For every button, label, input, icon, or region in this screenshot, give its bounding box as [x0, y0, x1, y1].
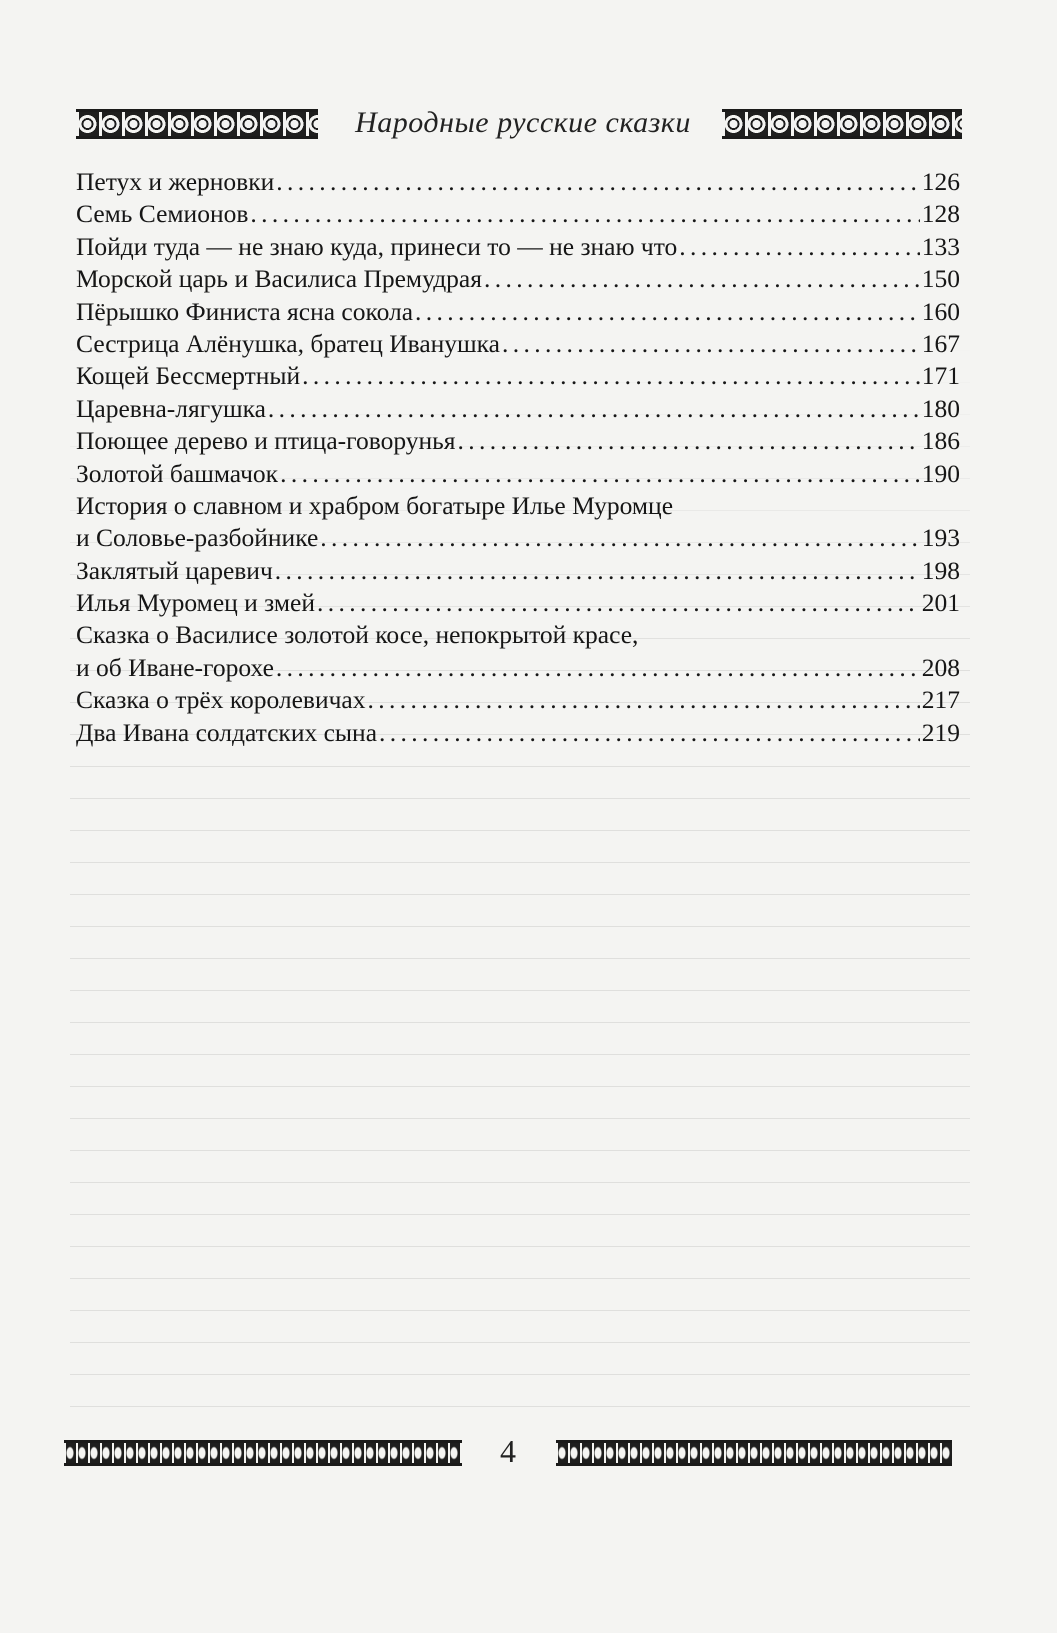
toc-entry-title: Морской царь и Василиса Премудрая: [76, 264, 482, 294]
footer-ornament-left: [64, 1440, 462, 1466]
toc-leader-dots: [317, 587, 920, 619]
toc-leader-dots: [280, 458, 920, 490]
toc-entry-page: 160: [921, 296, 960, 326]
toc-entry: [76, 263, 960, 295]
toc-entry: [76, 393, 960, 425]
toc-entry-page: 198: [921, 555, 960, 585]
toc-entry-page: 171: [921, 361, 960, 391]
toc-entry: [76, 198, 960, 230]
toc-entry-title: Петух и жерновки: [76, 167, 275, 196]
toc-entry-page: 126: [921, 167, 960, 196]
toc-leader-dots: [458, 425, 920, 457]
toc-entry-page: 219: [921, 717, 960, 747]
header-ornament-left: [76, 109, 318, 139]
toc-entry-page: 150: [921, 264, 960, 294]
toc-entry-title-line1: Сказка о Василисе золотой косе, непокрытой красе,: [76, 620, 639, 650]
toc-entry: [76, 522, 960, 554]
toc-entry: [76, 360, 960, 392]
toc-entry: [76, 587, 960, 619]
toc-leader-dots: [502, 328, 920, 360]
toc-entry-page: 193: [921, 523, 960, 553]
toc-leader-dots: [415, 296, 920, 328]
toc-leader-dots: [275, 555, 920, 587]
toc-entry: [76, 652, 960, 684]
running-header: Народные русские сказки: [355, 106, 691, 139]
toc-entry: [76, 296, 960, 328]
toc-entry-title: Пойди туда — не знаю куда, принеси то — не знаю что: [76, 231, 678, 261]
toc-leader-dots: [379, 717, 920, 749]
toc-entry-title: Сказка о трёх королевичах: [76, 685, 366, 715]
toc-leader-dots: [368, 684, 920, 716]
toc-leader-dots: [679, 231, 919, 263]
toc-entry-title: Царевна-лягушка: [76, 393, 266, 423]
toc-entry-title: Семь Семионов: [76, 199, 249, 229]
toc-entry: [76, 717, 960, 749]
toc-leader-dots: [276, 652, 920, 684]
toc-entry-page: 186: [921, 426, 960, 456]
table-of-contents: [76, 166, 960, 749]
toc-entry-page: 190: [921, 458, 960, 488]
toc-entry: [76, 555, 960, 587]
toc-entry-page: 208: [921, 652, 960, 682]
toc-entry-page: 201: [921, 588, 960, 618]
toc-leader-dots: [484, 263, 920, 295]
toc-entry-page: 217: [921, 685, 960, 715]
toc-entry-title: Сестрица Алёнушка, братец Иванушка: [76, 328, 500, 358]
toc-leader-dots: [276, 166, 919, 198]
toc-entry-title: и Соловье-разбойнике: [76, 523, 319, 553]
toc-entry-title: Пёрышко Финиста ясна сокола: [76, 296, 414, 326]
toc-entry-title: и об Иване-горохе: [76, 652, 274, 682]
toc-leader-dots: [268, 393, 920, 425]
toc-entry-title: Илья Муромец и змей: [76, 588, 315, 618]
toc-leader-dots: [302, 360, 920, 392]
toc-entry-title-line1: История о славном и храбром богатыре Илье Муромце: [76, 490, 674, 520]
toc-entry: [76, 231, 960, 263]
toc-entry-page: 180: [921, 393, 960, 423]
toc-entry-title: Заклятый царевич: [76, 555, 273, 585]
toc-entry: [76, 166, 960, 198]
toc-entry: [76, 684, 960, 716]
header-ornament-right: [722, 109, 962, 139]
toc-entry-page: 133: [921, 231, 960, 261]
toc-leader-dots: [320, 522, 919, 554]
toc-entry-title: Поющее дерево и птица-говорунья: [76, 426, 456, 456]
toc-entry: [76, 328, 960, 360]
toc-entry-page: 128: [921, 199, 960, 229]
toc-entry-title: Золотой башмачок: [76, 458, 279, 488]
toc-entry: [76, 458, 960, 490]
toc-entry-page: 167: [921, 328, 960, 358]
page-number: 4: [500, 1433, 516, 1469]
footer-ornament-right: [556, 1440, 952, 1466]
toc-leader-dots: [250, 198, 919, 230]
toc-entry: [76, 425, 960, 457]
toc-entry-title: Два Ивана солдатских сына: [76, 717, 378, 747]
toc-entry-title: Кощей Бессмертный: [76, 361, 301, 391]
